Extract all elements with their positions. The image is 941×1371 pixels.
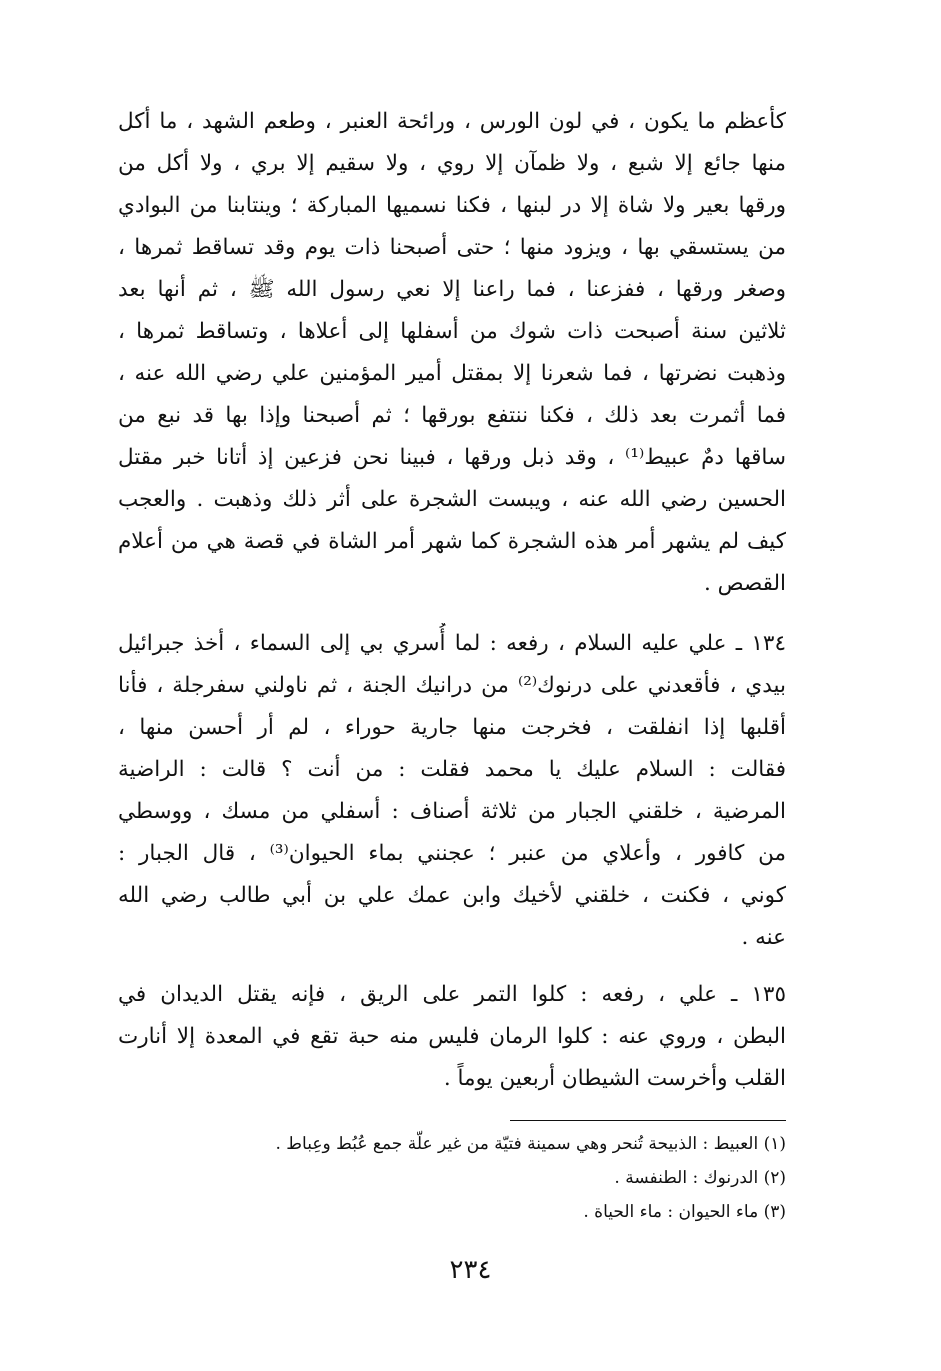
text-line: ورقها بعير ولا شاة إلا در لبنها ، فكنا نسميها المباركة ؛ وينتابنا من البوادي [118, 193, 786, 218]
text-line: فما أثمرت بعد ذلك ، فكنا ننتفع بورقها ؛ ثم أصبحنا وإذا بها قد نبع من [118, 403, 786, 428]
text-line: القصص . [703, 571, 786, 596]
text-line: أقلبها إذا انفلقت ، فخرجت منها جارية حوراء ، لم أر أحسن منها ، [118, 715, 786, 740]
text-line: الحسين رضي الله عنه ، ويبست الشجرة على أثر ذلك وذهبت . والعجب [118, 487, 786, 512]
text-line: فقالت : السلام عليك يا محمد فقلت : من أنت ؟ قالت : الراضية [118, 757, 786, 782]
text-line: القلب وأخرست الشيطان أربعين يوماً . [443, 1066, 786, 1091]
paragraph-hadith-134 [118, 623, 786, 959]
footnote-divider [510, 1120, 786, 1121]
text-line: بيدي ، فأقعدني على درنوك⁽²⁾ من درانيك الجنة ، ثم ناولني سفرجلة ، فأنا [118, 673, 786, 698]
text-line: ساقها دمٌ عبيط⁽¹⁾ ، وقد ذبل ورقها ، فبينا نحن فزعين إذ أتانا خبر مقتل [118, 445, 786, 470]
paragraph-hadith-135 [118, 974, 786, 1100]
footnote-2: (٢) الدرنوك : الطنفسة . [614, 1168, 786, 1188]
text-line: البطن ، وروي عنه : كلوا الرمان فليس منه حبة تقع في المعدة إلا أنارت [118, 1024, 786, 1049]
text-line: ١٣٥ ـ علي ، رفعه : كلوا التمر على الريق ، فإنه يقتل الديدان في [118, 982, 786, 1007]
footnote-3: (٣) ماء الحيوان : ماء الحياة . [583, 1202, 786, 1222]
text-line: المرضية ، خلقني الجبار من ثلاثة أصناف : أسفلي من مسك ، ووسطي [118, 799, 786, 824]
text-line: من كافور ، وأعلاي من عنبر ؛ عجنني بماء الحيوان⁽³⁾ ، قال الجبار : [118, 841, 786, 866]
page-number: ٢٣٤ [449, 1255, 492, 1285]
paragraph-tree-story [118, 101, 786, 605]
text-line: كوني ، فكنت ، خلقني لأخيك وابن عمك علي بن أبي طالب رضي الله [118, 883, 786, 908]
text-line: ١٣٤ ـ علي عليه السلام ، رفعه : لما أُسري بي إلى السماء ، أخذ جبرائيل [118, 631, 786, 656]
text-line: كأعظم ما يكون ، في لون الورس ، ورائحة العنبر ، وطعم الشهد ، ما أكل [118, 109, 786, 134]
text-line: وذهبت نضرتها ، فما شعرنا إلا بمقتل أمير المؤمنين علي رضي الله عنه ، [118, 361, 786, 386]
text-line: منها جائع إلا شبع ، ولا ظمآن إلا روي ، ولا سقيم إلا بري ، ولا أكل من [118, 151, 786, 176]
text-line: ثلاثين سنة أصبحت ذات شوك من أسفلها إلى أعلاها ، وتساقط ثمرها ، [118, 319, 786, 344]
footnote-1: (١) العبيط : الذبيحة تُنحر وهي سمينة فتيّة من غير علّة جمع عُبُط وعِباط . [275, 1134, 786, 1154]
text-line: كيف لم يشهر أمر هذه الشجرة كما شهر أمر الشاة في قصة هي من أعلام [118, 529, 786, 554]
text-line: من يستسقي بها ، ويزود منها ؛ حتى أصبحنا ذات يوم وقد تساقط ثمرها ، [118, 235, 786, 260]
text-line: عنه . [741, 925, 786, 950]
footnotes [118, 1127, 786, 1229]
text-line: وصغر ورقها ، ففزعنا ، فما راعنا إلا نعي رسول الله ﷺ ، ثم أنها بعد [118, 277, 786, 302]
